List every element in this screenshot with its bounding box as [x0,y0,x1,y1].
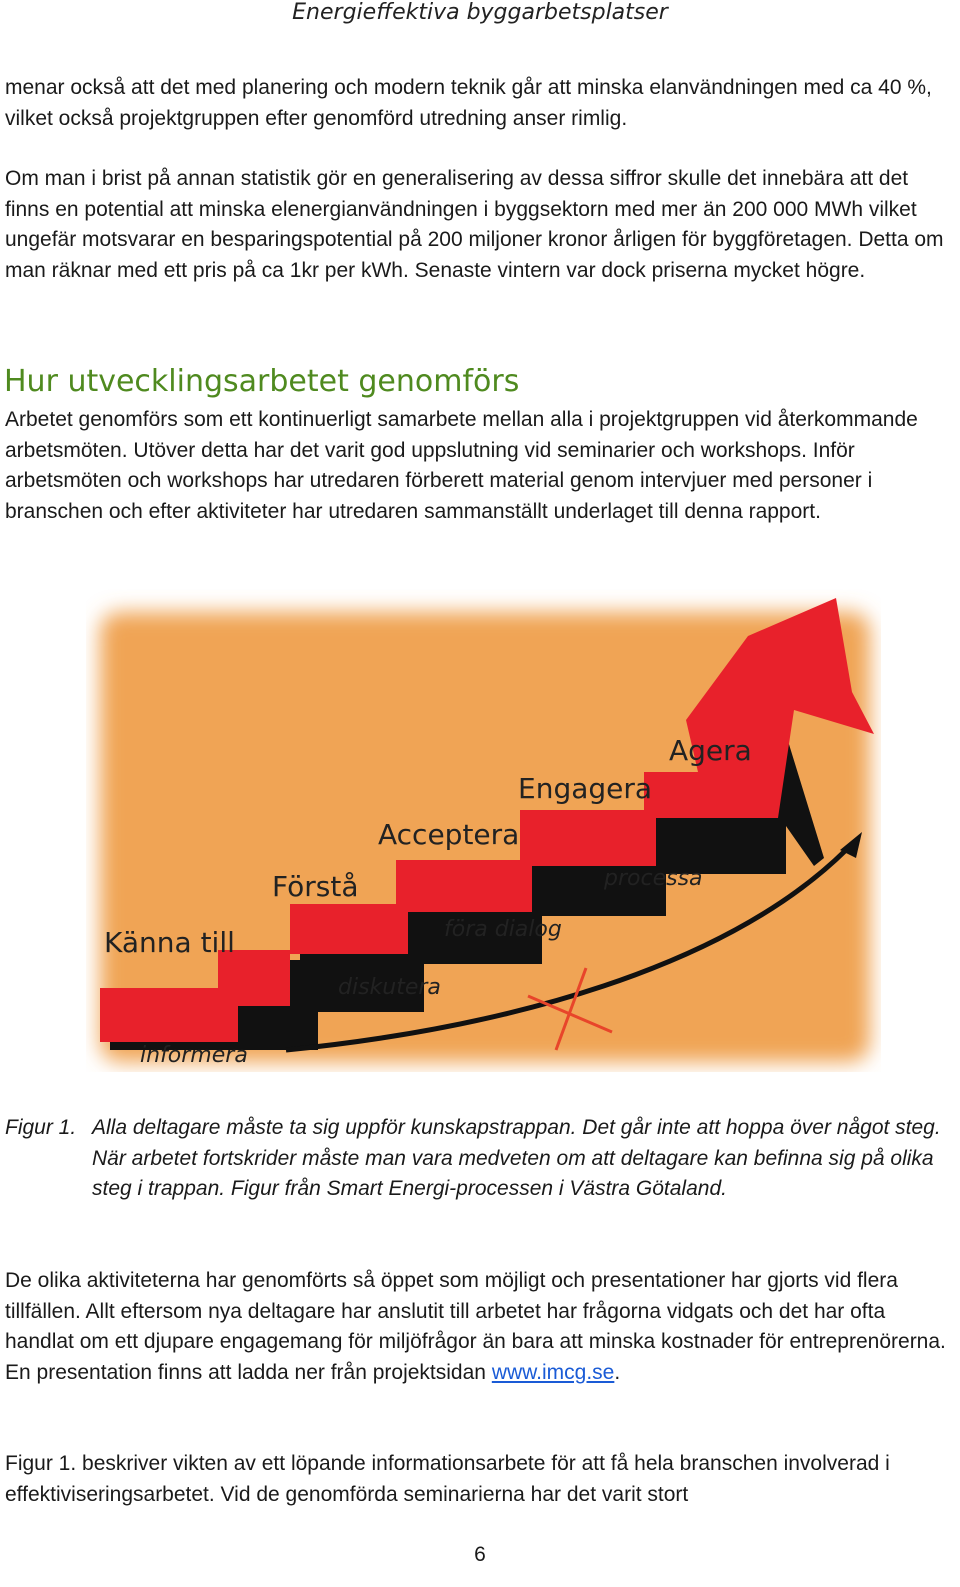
paragraph-figure-description: Figur 1. beskriver vikten av ett löpande informationsarbete för att få hela branschen involverad i effektiviseringsarbetet. Vid de genomförda seminarierna har det varit stort [5,1452,890,1506]
step-label: Acceptera [378,818,520,851]
process-label: processa [604,866,703,891]
paragraph-intro: menar också att det med planering och modern teknik går att minska elanvändningen med ca 40 %, vilket också projektgruppen efter genomförd utredning anser rimlig. [5,76,932,130]
paragraph-activities-text: De olika aktiviteterna har genomförts så öppet som möjligt och presentationer har gjorts vid flera tillfällen. Allt eftersom nya deltagare har anslutit till arbetet har frågorna vidgats och det har ofta handlat om ett djupare engagemang för miljöfrågor än bara att minska kostnader för entreprenörerna. En presentation finns att ladda ner från projektsidan [5,1269,946,1384]
process-label: föra dialog [444,917,562,942]
staircase-illustration [86,588,881,1072]
section-heading: Hur utvecklingsarbetet genomförs [4,364,520,399]
caption-number: Figur 1. [5,1116,77,1139]
process-label: diskutera [338,975,441,1000]
paragraph-method: Arbetet genomförs som ett kontinuerligt samarbete mellan alla i projektgruppen vid återkommande arbetsmöten. Utöver detta har det varit god uppslutning vid seminarier och workshops. Inför arbetsmöten och workshops har utredaren förberett material genom intervjuer med personer i branschen och efter aktiviteter har utredaren sammanställt underlaget till denna rapport. [5,408,918,523]
paragraph-activities [5,1266,950,1388]
process-label: informera [140,1043,248,1068]
step-label: Känna till [104,926,235,959]
knowledge-staircase-figure [86,588,881,1072]
step-label: Förstå [272,870,359,903]
caption-text: Alla deltagare måste ta sig uppför kunskapstrappan. Det går inte att hoppa över något steg. När arbetet fortskrider måste man vara medveten om att deltagare kan befinna sig på olika steg i trappan. Figur från Smart Energi-processen i Västra Götaland. [92,1116,941,1200]
paragraph-potential: Om man i brist på annan statistik gör en generalisering av dessa siffror skulle det innebära att det finns en potential att minska elenergianvändningen i byggsektorn med mer än 200 000 MWh vilket ungefär motsvarar en besparingspotential på 200 miljoner kronor årligen för byggföretagen. Detta om man räknar med ett pris på ca 1kr per kWh. Senaste vintern var dock priserna mycket högre. [5,167,944,282]
step-label: Agera [669,734,752,767]
paragraph-activities-end: . [614,1360,621,1384]
running-header: Energieffektiva byggarbetsplatser [292,0,668,25]
project-site-link[interactable]: www.imcg.se [491,1360,615,1384]
page-number: 6 [474,1543,486,1566]
step-label: Engagera [518,772,653,805]
